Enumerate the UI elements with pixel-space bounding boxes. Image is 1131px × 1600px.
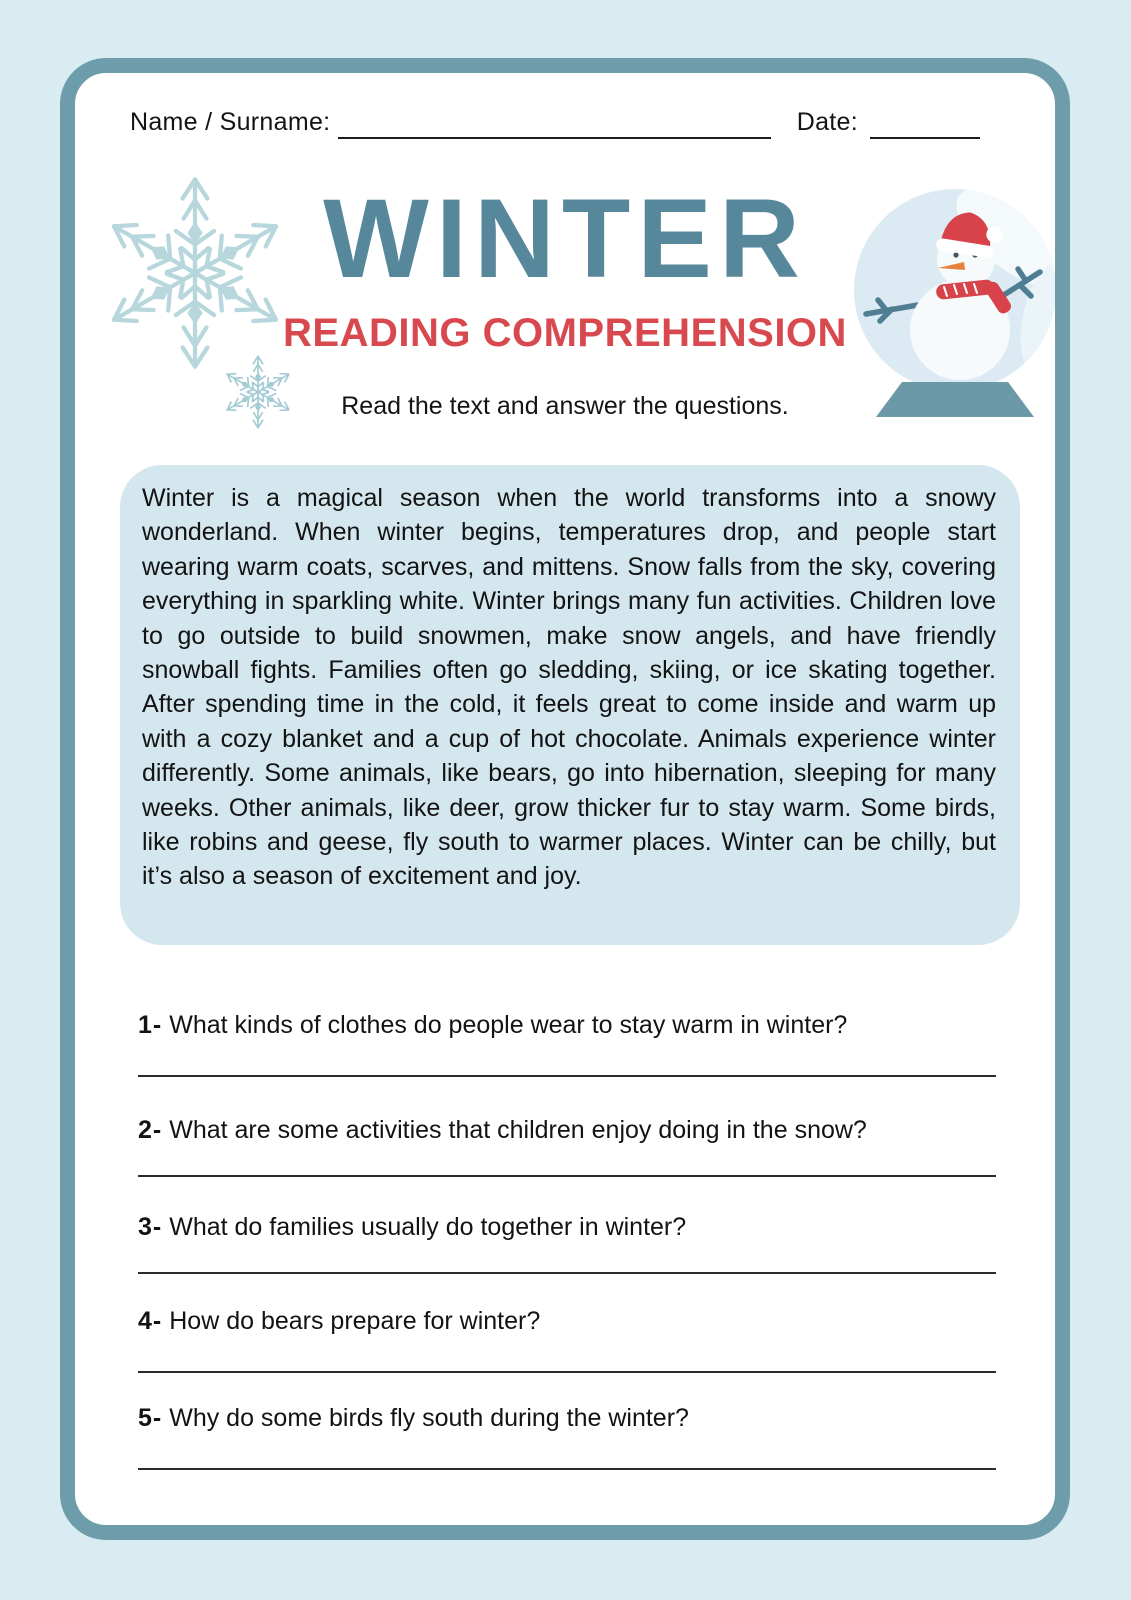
question-text: What do families usually do together in winter?: [169, 1213, 687, 1241]
question-row: [138, 1307, 996, 1336]
date-label: Date:: [796, 108, 858, 136]
question-number: 4-: [138, 1307, 163, 1335]
question-text: Why do some birds fly south during the winter?: [169, 1404, 689, 1432]
passage-text: Winter is a magical season when the world transforms into a snowy wonderland. When winter begins, temperatures drop, and people start wearing warm coats, scarves, and mittens. Snow falls from the sky, covering everything in sparkling white. Winter brings many fun activities. Children love to go outside to build snowmen, make snow angels, and have friendly snowball fights. Families often go sledding, skiing, or ice skating together. After spending time in the cold, it feels great to come inside and warm up with a cozy blanket and a cup of hot chocolate. Animals experience winter differently. Some animals, like bears, go into hibernation, sleeping for many weeks. Other animals, like deer, grow thicker fur to stay warm. Some birds, like robins and geese, fly south to warmer places. Winter can be chilly, but it’s also a season of excitement and joy.: [142, 484, 996, 891]
answer-line[interactable]: [138, 1075, 996, 1077]
answer-line[interactable]: [138, 1468, 996, 1470]
worksheet-card: [60, 58, 1070, 1540]
answer-line[interactable]: [138, 1371, 996, 1373]
snow-globe-icon: [850, 168, 1062, 420]
instruction-text: Read the text and answer the questions.: [341, 392, 789, 420]
question-text: What kinds of clothes do people wear to stay warm in winter?: [169, 1011, 848, 1039]
question-number: 5-: [138, 1404, 163, 1432]
page-subtitle: READING COMPREHENSION: [283, 311, 847, 355]
page-title: WINTER: [323, 176, 807, 301]
question-row: [138, 1116, 996, 1145]
question-number: 2-: [138, 1116, 163, 1144]
worksheet-header: [130, 101, 980, 139]
question-row: [138, 1404, 996, 1433]
passage-box: [120, 465, 1020, 945]
name-surname-label: Name / Surname:: [130, 108, 331, 136]
question-text: How do bears prepare for winter?: [169, 1307, 541, 1335]
name-writing-line[interactable]: [338, 107, 770, 139]
answer-line[interactable]: [138, 1175, 996, 1177]
question-number: 3-: [138, 1213, 163, 1241]
question-text: What are some activities that children enjoy doing in the snow?: [169, 1116, 867, 1144]
question-number: 1-: [138, 1011, 163, 1039]
question-row: [138, 1011, 996, 1040]
date-writing-line[interactable]: [870, 107, 980, 139]
question-row: [138, 1213, 996, 1242]
answer-line[interactable]: [138, 1272, 996, 1274]
